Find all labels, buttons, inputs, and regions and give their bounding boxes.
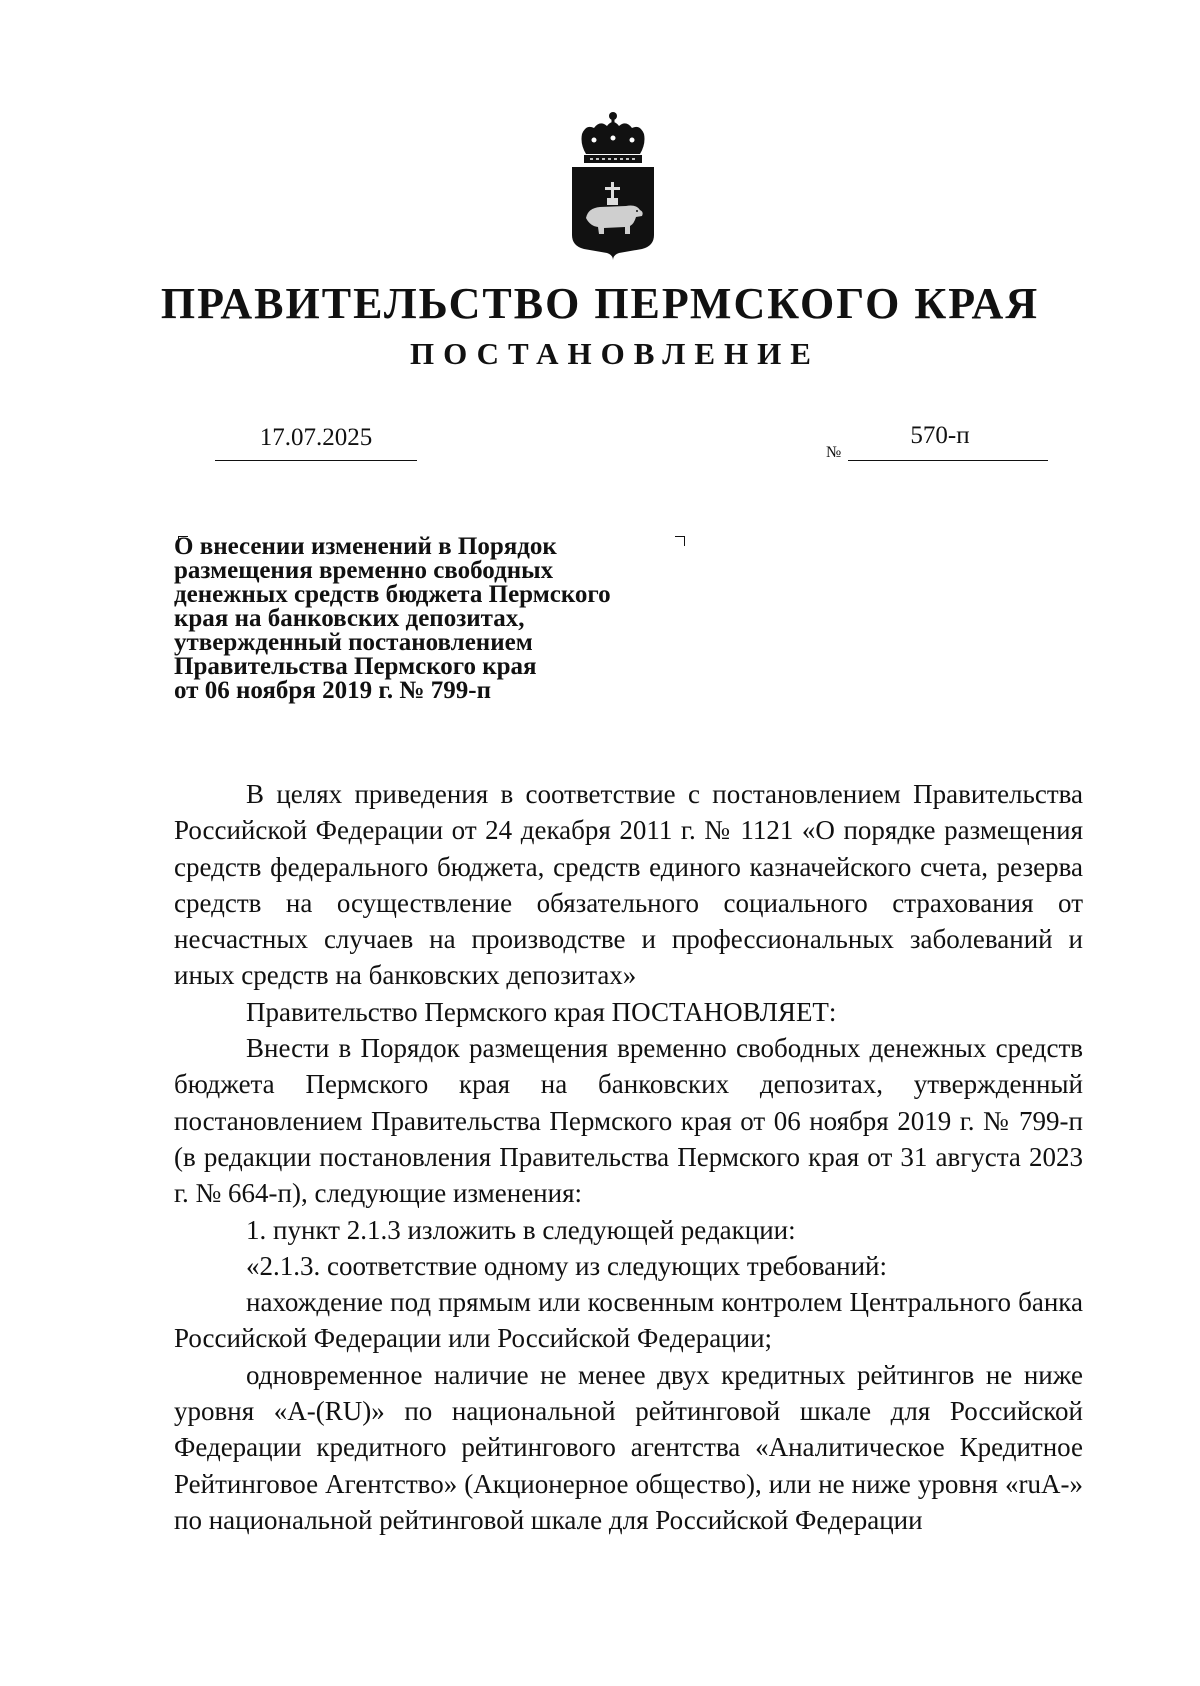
organization-title: ПРАВИТЕЛЬСТВО ПЕРМСКОГО КРАЯ: [160, 279, 1040, 328]
subject-line: Правительства Пермского края: [174, 653, 537, 680]
subject-line: размещения временно свободных: [174, 557, 554, 584]
subject-line: утвержденный постановлением: [174, 629, 533, 656]
document-number: 570-п: [910, 422, 970, 449]
document-body: [174, 776, 1083, 1538]
body-paragraph: Правительство Пермского края ПОСТАНОВЛЯЕТ:: [246, 996, 837, 1027]
date-underline: [215, 460, 417, 461]
coat-of-arms-icon: [564, 110, 662, 260]
number-label: №: [826, 444, 842, 461]
body-paragraph: одновременное наличие не менее двух кредитных рейтингов не ниже уровня «A-(RU)» по национальной рейтинговой шкале для Российской Федерации кредитного рейтингового агентства «Аналитическое Кредитное Рейтинговое Агентство» (Акционерное общество), или не ниже уровня «ruA-» по национальной рейтинговой шкале для Российской Федерации: [174, 1359, 1083, 1535]
body-paragraph: нахождение под прямым или косвенным контролем Центрального банка Российской Федерации или Российской Федерации;: [174, 1287, 1083, 1354]
document-type-title: ПОСТАНОВЛЕНИЕ: [410, 336, 820, 371]
subject-line: края на банковских депозитах,: [174, 605, 525, 632]
document-date: 17.07.2025: [259, 424, 373, 451]
body-paragraph: «2.1.3. соответствие одному из следующих требований:: [246, 1250, 887, 1281]
body-paragraph: 1. пункт 2.1.3 изложить в следующей редакции:: [246, 1214, 796, 1245]
subject-line: денежных средств бюджета Пермского: [174, 581, 611, 608]
body-paragraph: Внести в Порядок размещения временно свободных денежных средств бюджета Пермского края на банковских депозитах, утвержденный постановлением Правительства Пермского края от 06 ноября 2019 г. № 799-п (в редакции постановления Правительства Пермского края от 31 августа 2023 г. № 664-п), следующие изменения:: [174, 1033, 1083, 1209]
document-subject: [174, 535, 694, 703]
body-paragraph: В целях приведения в соответствие с постановлением Правительства Российской Федерации от 24 декабря 2011 г. № 1121 «О порядке размещения средств федерального бюджета, средств единого казначейского счета, резерва средств на осуществление обязательного социального страхования от несчастных случаев на производстве и профессиональных заболеваний и иных средств на банковских депозитах»: [174, 779, 1083, 991]
number-underline: [848, 460, 1048, 461]
subject-line: от 06 ноября 2019 г. № 799-п: [174, 677, 491, 704]
subject-line: О внесении изменений в Порядок: [174, 533, 557, 560]
